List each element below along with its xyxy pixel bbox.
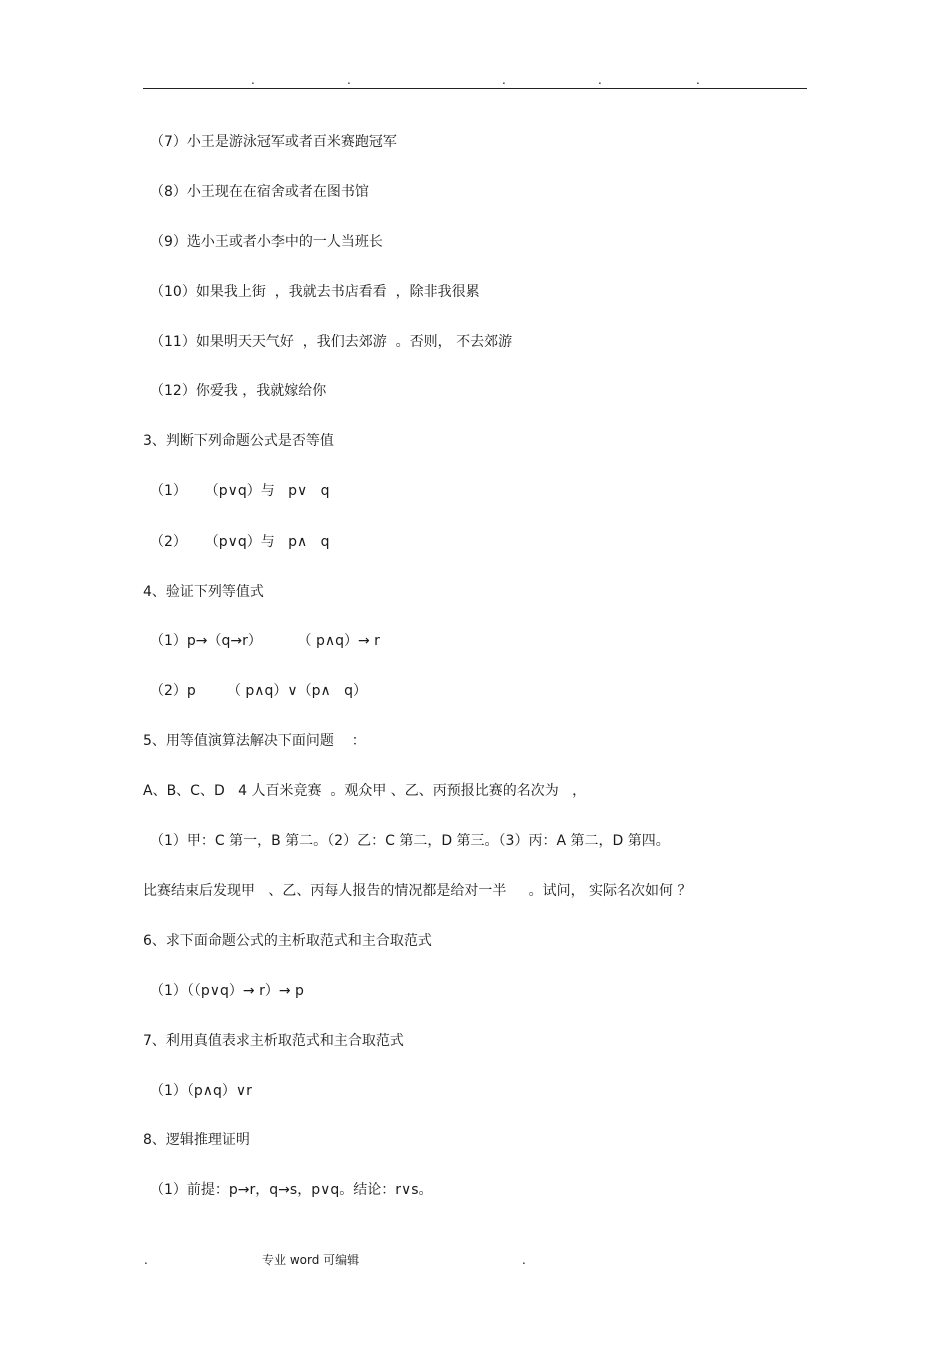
list-item: （1）（p∧q）∨r [150,1083,252,1099]
section-heading: 7、利用真值表求主析取范式和主合取范式 [143,1033,404,1049]
footer-dot: . [144,1253,148,1267]
footer-text: 专业 word 可编辑 [262,1253,360,1267]
list-item: （1） （p∨q）与 p∨ q [150,483,330,499]
header-dot: . [696,73,700,87]
paragraph: A、B、C、D 4 人百米竞赛 。观众甲 、乙、丙预报比赛的名次为 ， [143,783,587,799]
list-item: （10）如果我上街 ，我就去书店看看 ，除非我很累 [150,284,480,300]
list-item: （2）p （ p∧q）∨（p∧ q） [150,683,368,699]
section-heading: 5、用等值演算法解决下面问题 ： [143,733,366,749]
section-heading: 4、验证下列等值式 [143,584,264,600]
header-dot: . [502,73,506,87]
paragraph: （1）甲：C 第一，B 第二。（2）乙：C 第二，D 第三。（3）丙：A 第二，D 第四。 [150,833,670,849]
list-item: （1）p→（q→r） （ p∧q）→ r [150,633,380,649]
list-item: （2） （p∨q）与 p∧ q [150,534,330,550]
list-item: （1）前提：p→r，q→s，p∨q。结论：r∨s。 [150,1182,433,1198]
header-rule [143,88,807,89]
list-item: （9）选小王或者小李中的一人当班长 [150,234,383,250]
list-item: （11）如果明天天气好 ，我们去郊游 。否则， 不去郊游 [150,334,513,350]
header-dot: . [598,73,602,87]
footer-dot: . [522,1253,526,1267]
list-item: （1）（（p∨q）→ r）→ p [150,983,304,999]
header-dot: . [251,73,255,87]
list-item: （12）你爱我 ，我就嫁给你 [150,383,327,399]
list-item: （8）小王现在在宿舍或者在图书馆 [150,184,369,200]
paragraph: 比赛结束后发现甲 、乙、丙每人报告的情况都是给对一半 。试问， 实际名次如何 ？ [143,883,692,899]
section-heading: 3、判断下列命题公式是否等值 [143,433,334,449]
section-heading: 6、求下面命题公式的主析取范式和主合取范式 [143,933,432,949]
section-heading: 8、逻辑推理证明 [143,1132,250,1148]
list-item: （7）小王是游泳冠军或者百米赛跑冠军 [150,134,397,150]
header-dot: . [347,73,351,87]
